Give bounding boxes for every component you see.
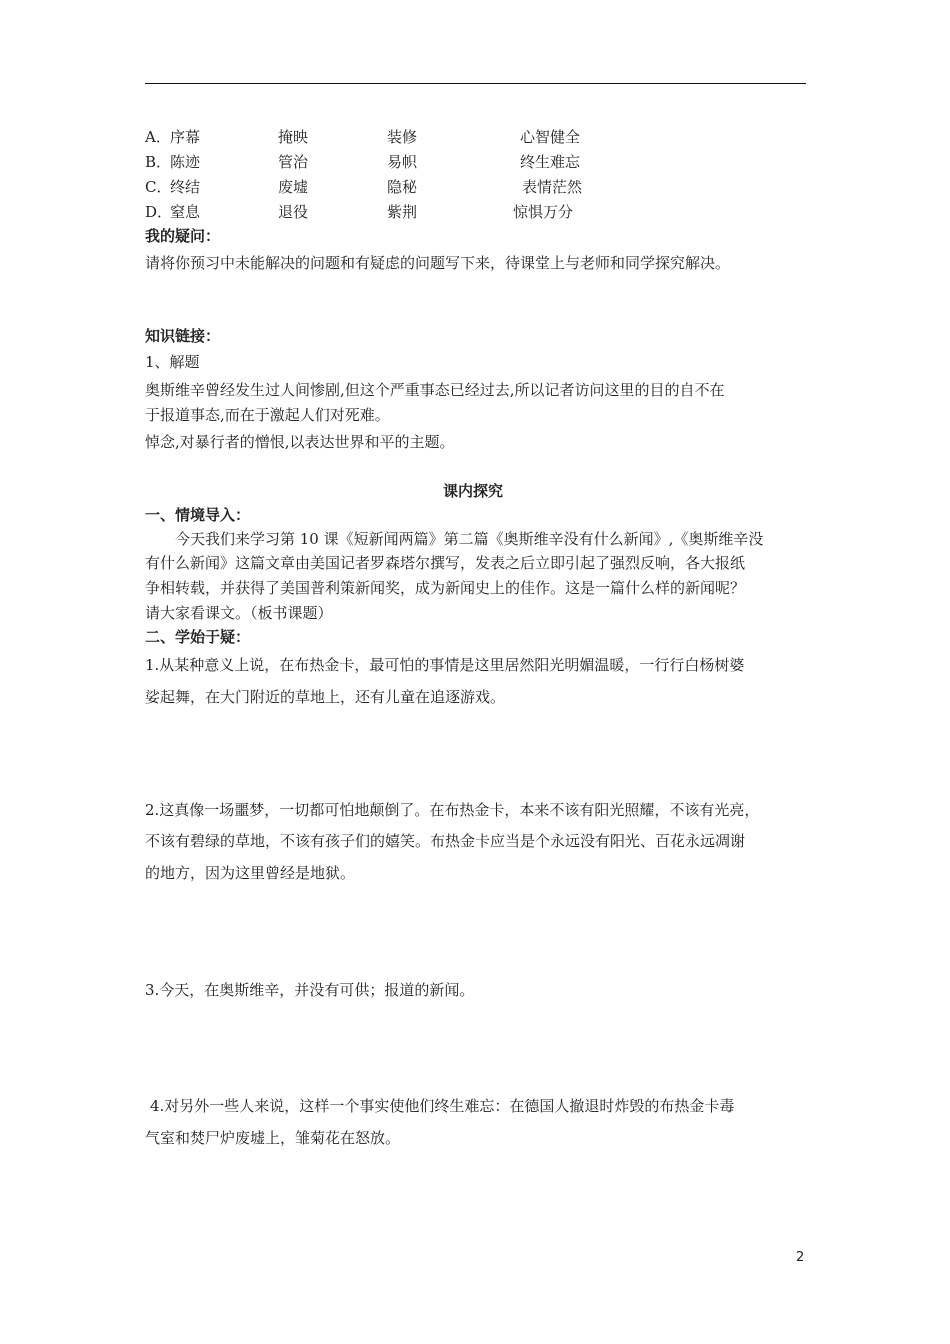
question-2-line: 2.这真像一场噩梦，一切都可怕地颠倒了。在布热金卡，本来不该有阳光照耀，不该有光亮，: [145, 801, 760, 819]
knowledge-line: 悼念,对暴行者的憎恨,以表达世界和平的主题。: [145, 433, 455, 451]
knowledge-line: 奥斯维辛曾经发生过人间惨剧,但这个严重事态已经过去,所以记者访问这里的目的自不在: [145, 381, 725, 399]
section-title: 课内探究: [443, 482, 504, 500]
page-number: 2: [796, 1250, 805, 1265]
question-2-line: 的地方，因为这里曾经是地狱。: [145, 864, 356, 882]
option-word: 陈迹: [170, 153, 201, 171]
option-word: 表情茫然: [522, 178, 583, 196]
option-word: 易帜: [387, 153, 418, 171]
knowledge-item-title: 1、解题: [145, 353, 200, 371]
option-letter: A．: [145, 128, 171, 146]
question-1-line: 娑起舞，在大门附近的草地上，还有儿童在追逐游戏。: [145, 688, 506, 706]
option-word: 装修: [387, 128, 418, 146]
question-2-line: 不该有碧绿的草地，不该有孩子们的嬉笑。布热金卡应当是个永远没有阳光、百花永远凋谢: [145, 832, 746, 850]
option-word: 掩映: [278, 128, 309, 146]
option-word: 心智健全: [520, 128, 581, 146]
intro-line: 请大家看课文。（板书课题）: [145, 604, 333, 622]
option-word: 紫荆: [387, 203, 418, 221]
option-word: 窒息: [170, 203, 201, 221]
option-word: 序幕: [170, 128, 201, 146]
question-3-line: 3.今天，在奥斯维辛，并没有可供；报道的新闻。: [145, 981, 475, 999]
option-word: 管治: [278, 153, 309, 171]
my-questions-heading: 我的疑问：: [145, 227, 221, 245]
option-letter: D．: [145, 203, 173, 221]
question-1-line: 1.从某种意义上说，在布热金卡，最可怕的事情是这里居然阳光明媚温暖，一行行白杨树婆: [145, 656, 745, 674]
header-rule: [145, 83, 806, 84]
intro-line: 今天我们来学习第 10 课《短新闻两篇》第二篇《奥斯维辛没有什么新闻》,《奥斯维辛没: [175, 530, 764, 548]
option-word: 终生难忘: [520, 153, 581, 171]
option-letter: B．: [145, 153, 172, 171]
question-4-line: 4.对另外一些人来说，这样一个事实使他们终生难忘：在德国人撤退时炸毁的布热金卡毒: [150, 1097, 735, 1115]
option-word: 废墟: [278, 178, 309, 196]
option-word: 终结: [170, 178, 201, 196]
option-word: 退役: [278, 203, 309, 221]
option-word: 惊惧万分: [513, 203, 574, 221]
intro-heading: 一、情境导入：: [145, 506, 251, 524]
option-letter: C．: [145, 178, 172, 196]
intro-line: 争相转载，并获得了美国普利策新闻奖，成为新闻史上的佳作。这是一篇什么样的新闻呢？: [145, 579, 746, 597]
knowledge-line: 于报道事态,而在于激起人们对死难。: [145, 406, 390, 424]
question-4-line: 气室和焚尸炉废墟上，雏菊花在怒放。: [145, 1129, 401, 1147]
my-questions-text: 请将你预习中未能解决的问题和有疑虑的问题写下来，待课堂上与老师和同学探究解决。: [145, 254, 731, 272]
doubt-heading: 二、学始于疑：: [145, 628, 251, 646]
option-word: 隐秘: [387, 178, 418, 196]
knowledge-heading: 知识链接：: [145, 327, 221, 345]
intro-line: 有什么新闻》这篇文章由美国记者罗森塔尔撰写，发表之后立即引起了强烈反响，各大报纸: [145, 554, 746, 572]
